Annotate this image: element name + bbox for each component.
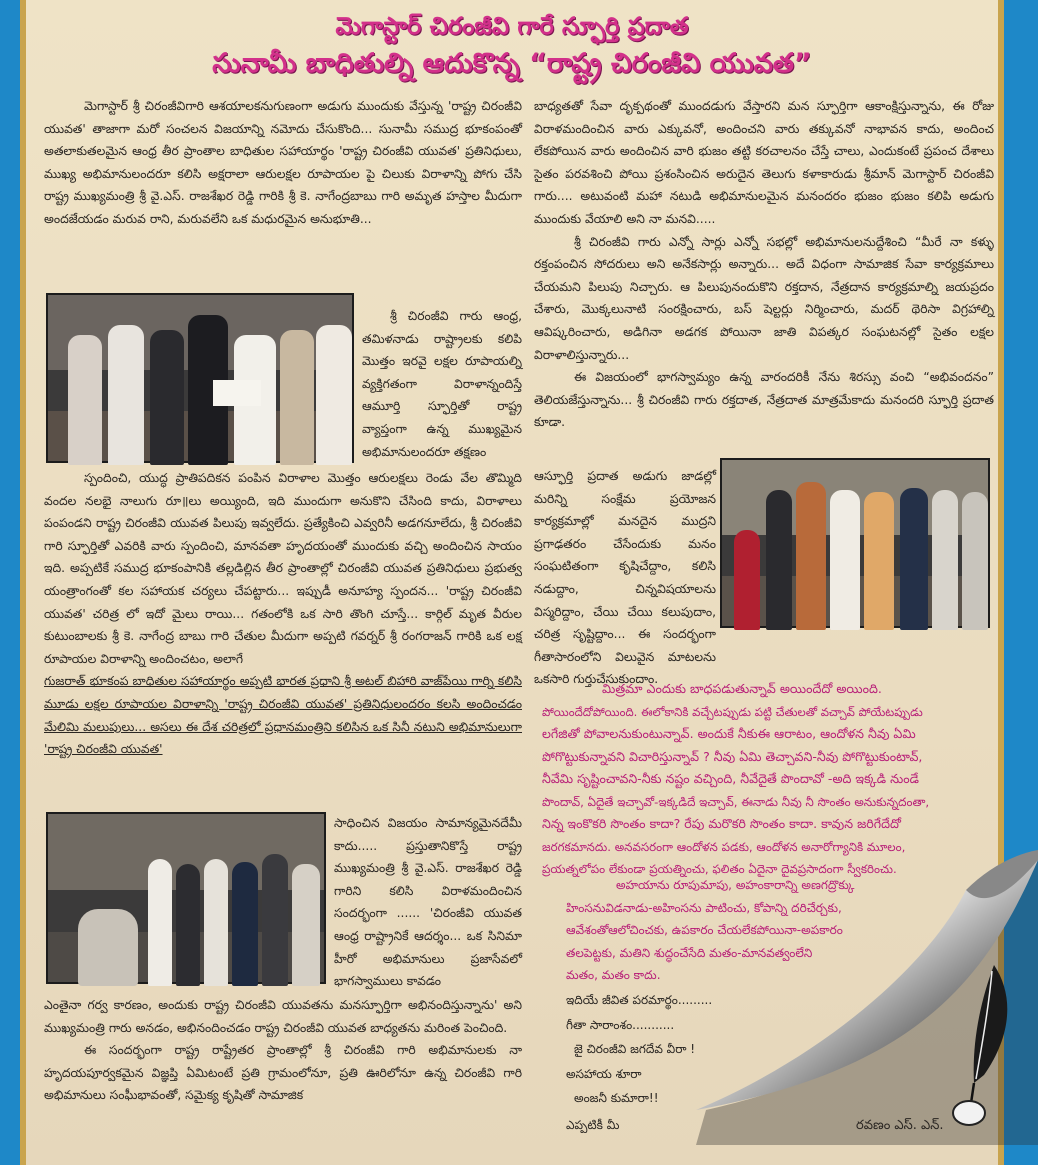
paragraph: సాధించిన విజయం సామాన్యమైనదేమీ కాదు..... ప్రస్తుతానికొస్తే రాష్ట్ర ముఖ్యమంత్రి శ్రీ వై.ఎస్. రాజశేఖర రెడ్డి గారిని కలిసి విరాళమందించిన సందర్భంగా ...... 'చిరంజీవి యువత ఆంధ్ర రాష్ట్రానికే ఆదర్శం... ఒక సినిమా హీరో అభిమానులు ప్రజాసేవలో భాగస్వాములు కావడం [334,816,522,989]
paragraph: బాధ్యతతో సేవా దృక్పథంతో ముందడుగు వేస్తారని మన స్ఫూర్తిగా ఆకాంక్షిస్తున్నాను, ఈ రోజు విరాళమందించిన వారు ఎక్కువనో, అందించని వారు తక్కువనో నాభావన కాదు, అందించ లేకపోయిన వారు అందించిన వారి భుజం తట్టి కరచాలనం చేస్తే చాలు, ఎందుకంటే ప్రపంచ దేశాలు సైతం పరవశించి పోయి ప్రశంసించిన అరుదైన తెలుగు కళాకారుడు శ్రీమాన్ మెగాస్టార్ చిరంజీవి గారు.... అటువంటి మహా నటుడి అభిమానులమైన మనందరం భుజం భుజం కలిపి అడుగు ముందుకు వేయాలి అని నా మనవి..... [534,99,994,226]
closing-line: అంజనీ కుమారా!! [574,1091,659,1105]
article-left-bottom [44,994,522,1154]
gita-line: లగేజితో పోవాలనుకుంటున్నావ్. అందుకే నీకుఈ ఆరాటం, ఆందోళన నీవు ఏమి [542,726,916,741]
gita-line: మిత్రమా ఎందుకు బాధపడుతున్నావ్ అయిందేదో అయింది. [602,681,882,696]
closing-line: జై చిరంజీవి జగదేవ వీరా ! [574,1042,696,1056]
gita-line: నీవేమి సృష్టించావని-నీకు నష్టం వచ్చింది, నీవేదైతే పొందావో -అది ఇక్కడి నుండే [542,771,919,786]
paragraph: ఈ విజయంలో భాగస్వామ్యం ఉన్న వారందరికీ నేను శిరస్సు వంచి “అభివందనం” తెలియజేస్తున్నాను... శ్రీ చిరంజీవి గారు రక్తదాత, నేత్రదాత మాత్రమేకాదు మనందరి స్ఫూర్తి ప్రదాత కూడా. [534,370,994,430]
closing-line: ఎప్పటికీ మీ [566,1117,620,1132]
gita-line: హింసనువిడనాడు-అహింసను పాటించు, కోపాన్ని దరిచేర్చకు, [566,900,842,915]
article-left-beside-photo-2 [334,812,522,992]
photo-group-event [720,458,990,628]
gita-line: జరగకమానదు. అనవసరంగా ఆందోళన పడకు, ఆందోళన అనారోగ్యానికి మూలం, [542,839,906,854]
gita-saram-passage-2 [566,874,926,984]
author-signature: రవణం ఎస్. ఎన్. [856,1118,944,1133]
headline-line-2: సునామీ బాధితుల్ని ఆదుకొన్న “రాష్ట్ర చిరంజీవి యువత” [212,48,812,79]
closing-line: ఇదియే జీవిత పరమార్థం......... [566,993,713,1007]
article-left-beside-photo [362,305,522,460]
gita-line: పోయిందేదోపోయింది. ఈలోకానికి వచ్చేటప్పుడు పట్టి చేతులతో వచ్చావ్ పోయేటప్పుడు [542,704,923,719]
closing-lines [566,988,806,1138]
photo-donation-handover [46,293,354,463]
gita-line: నిన్న ఇంకొకరి సొంతం కాదా? రేపు మరొకరి సొంతం కాదా. కావున జరిగేదేదో [542,816,901,831]
gita-line: పొందావ్, ఏదైతే ఇచ్చావో-ఇక్కడిదే ఇచ్చావ్, ఈనాడు నీవు నీ సొంతం అనుకున్నదంతా, [542,794,930,809]
article-right-beside-photo [534,465,716,687]
article-left-middle [44,467,522,807]
gita-line: తలపెట్టకు, మతిని శుద్ధంచేసేది మతం-మానవత్వంలేని [566,945,813,960]
paragraph: శ్రీ చిరంజీవి గారు ఆంధ్ర, తమిళనాడు రాష్ట్రాలకు కలిపి మొత్తం ఇరవై లక్షల రూపాయల్ని వ్యక్తిగతంగా విరాళాన్నందిస్తే ఆమూర్తి స్ఫూర్తితో రాష్ట్ర వ్యాప్తంగా ఉన్న ముఖ్యమైన అభిమానులందరూ తక్షణం [362,309,522,459]
paragraph: స్పందించి, యుద్ధ ప్రాతిపదికన పంపిన విరాళాల మొత్తం ఆరులక్షలు రెండు వేల తొమ్మిది వందల నలభై నాలుగు రూ॥లు అయ్యింది, ఇది ముందుగా అనుకొని చేసింది కాదు, విరాళాలు పంపండని రాష్ట్ర చిరంజీవి యువత పిలుపు ఇవ్వలేదు. ప్రత్యేకించి ఎవ్వరినీ అడగనూలేదు, శ్రీ చిరంజీవి గారి స్ఫూర్తితో ఎవరికి వారు స్పందించి, మానవతా హృదయంతో ముందుకు వచ్చి అందించిన సాయం ఇది. అప్పటికే సముద్ర భూకంపానికి తల్లడిల్లిన తీర ప్రాంతాల్లో చిరంజీవి యువత ప్రతినిధులు ప్రభుత్వ యంత్రాంగంతో కల సహాయక చర్యలు చేపట్టారు... ఇప్పుడీ అనూహ్య స్పందన... 'రాష్ట్ర చిరంజీవి యువత' చరిత్ర లో ఇదో మైలు రాయి... గతంలోకి ఒక సారి తొంగి చూస్తే... కార్గిల్ మృత వీరుల కుటుంబాలకు శ్రీ కె. నాగేంద్ర బాబు గారి చేతుల మీదుగా అప్పటి గవర్నర్ శ్రీ రంగరాజన్ గారికి ఒక లక్ష రూపాయల విరాళాన్ని అందించటం, అలాగే [44,471,522,666]
paragraph: ఎంతైనా గర్వ కారణం, అందుకు రాష్ట్ర చిరంజీవి యువతను మనస్ఫూర్తిగా అభినందిస్తున్నాను' అని ముఖ్యమంత్రి గారు అనడం, అభినందించడం రాష్ట్ర చిరంజీవి యువత బాధ్యతను మరింత పెంచింది. [44,998,522,1035]
article-left-intro [44,95,522,290]
paragraph: ఈ సందర్భంగా రాష్ట్ర రాష్ట్రేతర ప్రాంతాల్లో శ్రీ చిరంజీవి గారి అభిమానులకు నా హృదయపూర్వకమైన విజ్ఞప్తి ఏమిటంటే ప్రతి గ్రామంలోనూ, ప్రతి ఊరిలోనూ ఉన్న చిరంజీవి గారి అభిమానులు సంఘీభావంతో, సమైక్య కృషితో సామాజిక [44,1043,522,1103]
paragraph: శ్రీ చిరంజీవి గారు ఎన్నో సార్లు ఎన్నో సభల్లో అభిమానులనుద్దేశించి “మీరే నా కళ్ళు రక్తంపంచిన సోదరులు అని అనేకసార్లు అన్నారు... అదే విధంగా సామాజిక సేవా కార్యక్రమాలు చేయమని పిలుపు నిచ్చారు. ఆ పిలుపునందుకొని రక్తదాన, నేత్రదాన కార్యక్రమాల్ని జయప్రదం చేశారు, మొక్కలునాటి సంరక్షించారు, బస్ షెల్టర్లు నిర్మించారు, మదర్ థెరిసా విగ్రహాల్ని ఆవిష్కరించారు, అడిగినా అడగక పోయినా జాతి విపత్కర సంఘటనల్లో సైతం లక్షల విరాళాలిస్తున్నారు... [534,234,994,362]
closing-line: అసహాయ శూరా [566,1066,642,1081]
paragraph: మెగాస్టార్ శ్రీ చిరంజీవిగారి ఆశయాలకనుగుణంగా అడుగు ముందుకు వేస్తున్న 'రాష్ట్ర చిరంజీవి యువత' తాజాగా మరో సంచలన విజయాన్ని నమోదు చేసుకొంది... సునామీ సముద్ర భూకంపంతో అతలాకుతలమైన ఆంధ్ర తీర ప్రాంతాల బాధితుల సహాయార్థం 'రాష్ట్ర చిరంజీవి యువత' ప్రతినిధులు, ముఖ్య అభిమానులందరూ కలిసి అక్షరాలా ఆరులక్షల రూపాయల పై చిలుకు విరాళాన్ని పోగు చేసి రాష్ట్ర ముఖ్యమంత్రి శ్రీ వై.ఎస్. రాజశేఖర రెడ్డి గారికి శ్రీ కె. నాగేంద్రబాబు గారి అమృత హస్తాల మీదుగా అందజేయడం మరువ రాని, మరువలేని ఒక మధురమైన అనుభూతి... [44,99,522,226]
gita-line: అహయాను రూపుమాపు, అహంకారాన్ని అణగద్రొక్కు [616,878,855,892]
headline-line-1: మెగాస్టార్ చిరంజీవి గారే స్ఫూర్తి ప్రదాత [335,12,689,40]
underlined-passage: గుజరాత్ భూకంప బాధితుల సహాయార్థం అప్పటి భారత ప్రధాని శ్రీ అటల్ బిహారి వాజ్‌పేయి గార్ని కలిసి మూడు లక్షల రూపాయల విరాళాన్ని 'రాష్ట్ర చిరంజీవి యువత' ప్రతినిధులందరం కలసి అందించడం మేలిమి మలుపులు... అసలు ఈ దేశ చరిత్రలో ప్రధానమంత్రిని కలిసిన ఒక సినీ నటుని అభిమానులుగా 'రాష్ట్ర చిరంజీవి యువత' [44,674,522,757]
paragraph: ఆస్ఫూర్తి ప్రదాత అడుగు జాడల్లో మరిన్ని సంక్షేమ ప్రయోజన కార్యక్రమాల్లో మనదైన ముద్రని ప్రగాఢతరం చేసేందుకు మనం సంఘటితంగా కృషిచేద్దాం, కలిసి నడుద్దాం, చిన్నవిషయాలను విస్మరిద్దాం, చేయి చేయి కలుపుదాం, చరిత్ర సృష్టిద్దాం... ఈ సందర్భంగా గీతాసారంలోని విలువైన మాటలను ఒకసారి గుర్తుచేసుకుందాం. [534,469,716,687]
closing-line: గీతా సారాంశం........... [566,1017,675,1032]
gita-line: మతం, మతం కాదు. [566,968,661,982]
photo-meeting-chief-minister [46,812,326,984]
quill-pen-icon [944,965,1014,1130]
article-right-top [534,95,994,453]
gita-line: ఆవేశంతోఆలోచించకు, ఉపకారం చేయలేకపోయినా-అపకారం [566,923,843,937]
gita-line: ప్రయత్నలోపం లేకుండా ప్రయత్నించు, ఫలితం ఏదైనా దైవప్రసాదంగా స్వీకరించు. [542,862,897,876]
newspaper-page [20,0,1004,1165]
gita-line: పోగొట్టుకున్నావని విచారిస్తున్నావ్ ? నీవు ఏమి తెచ్చావని-నీవు పోగొట్టుకుంటావ్, [542,748,923,764]
